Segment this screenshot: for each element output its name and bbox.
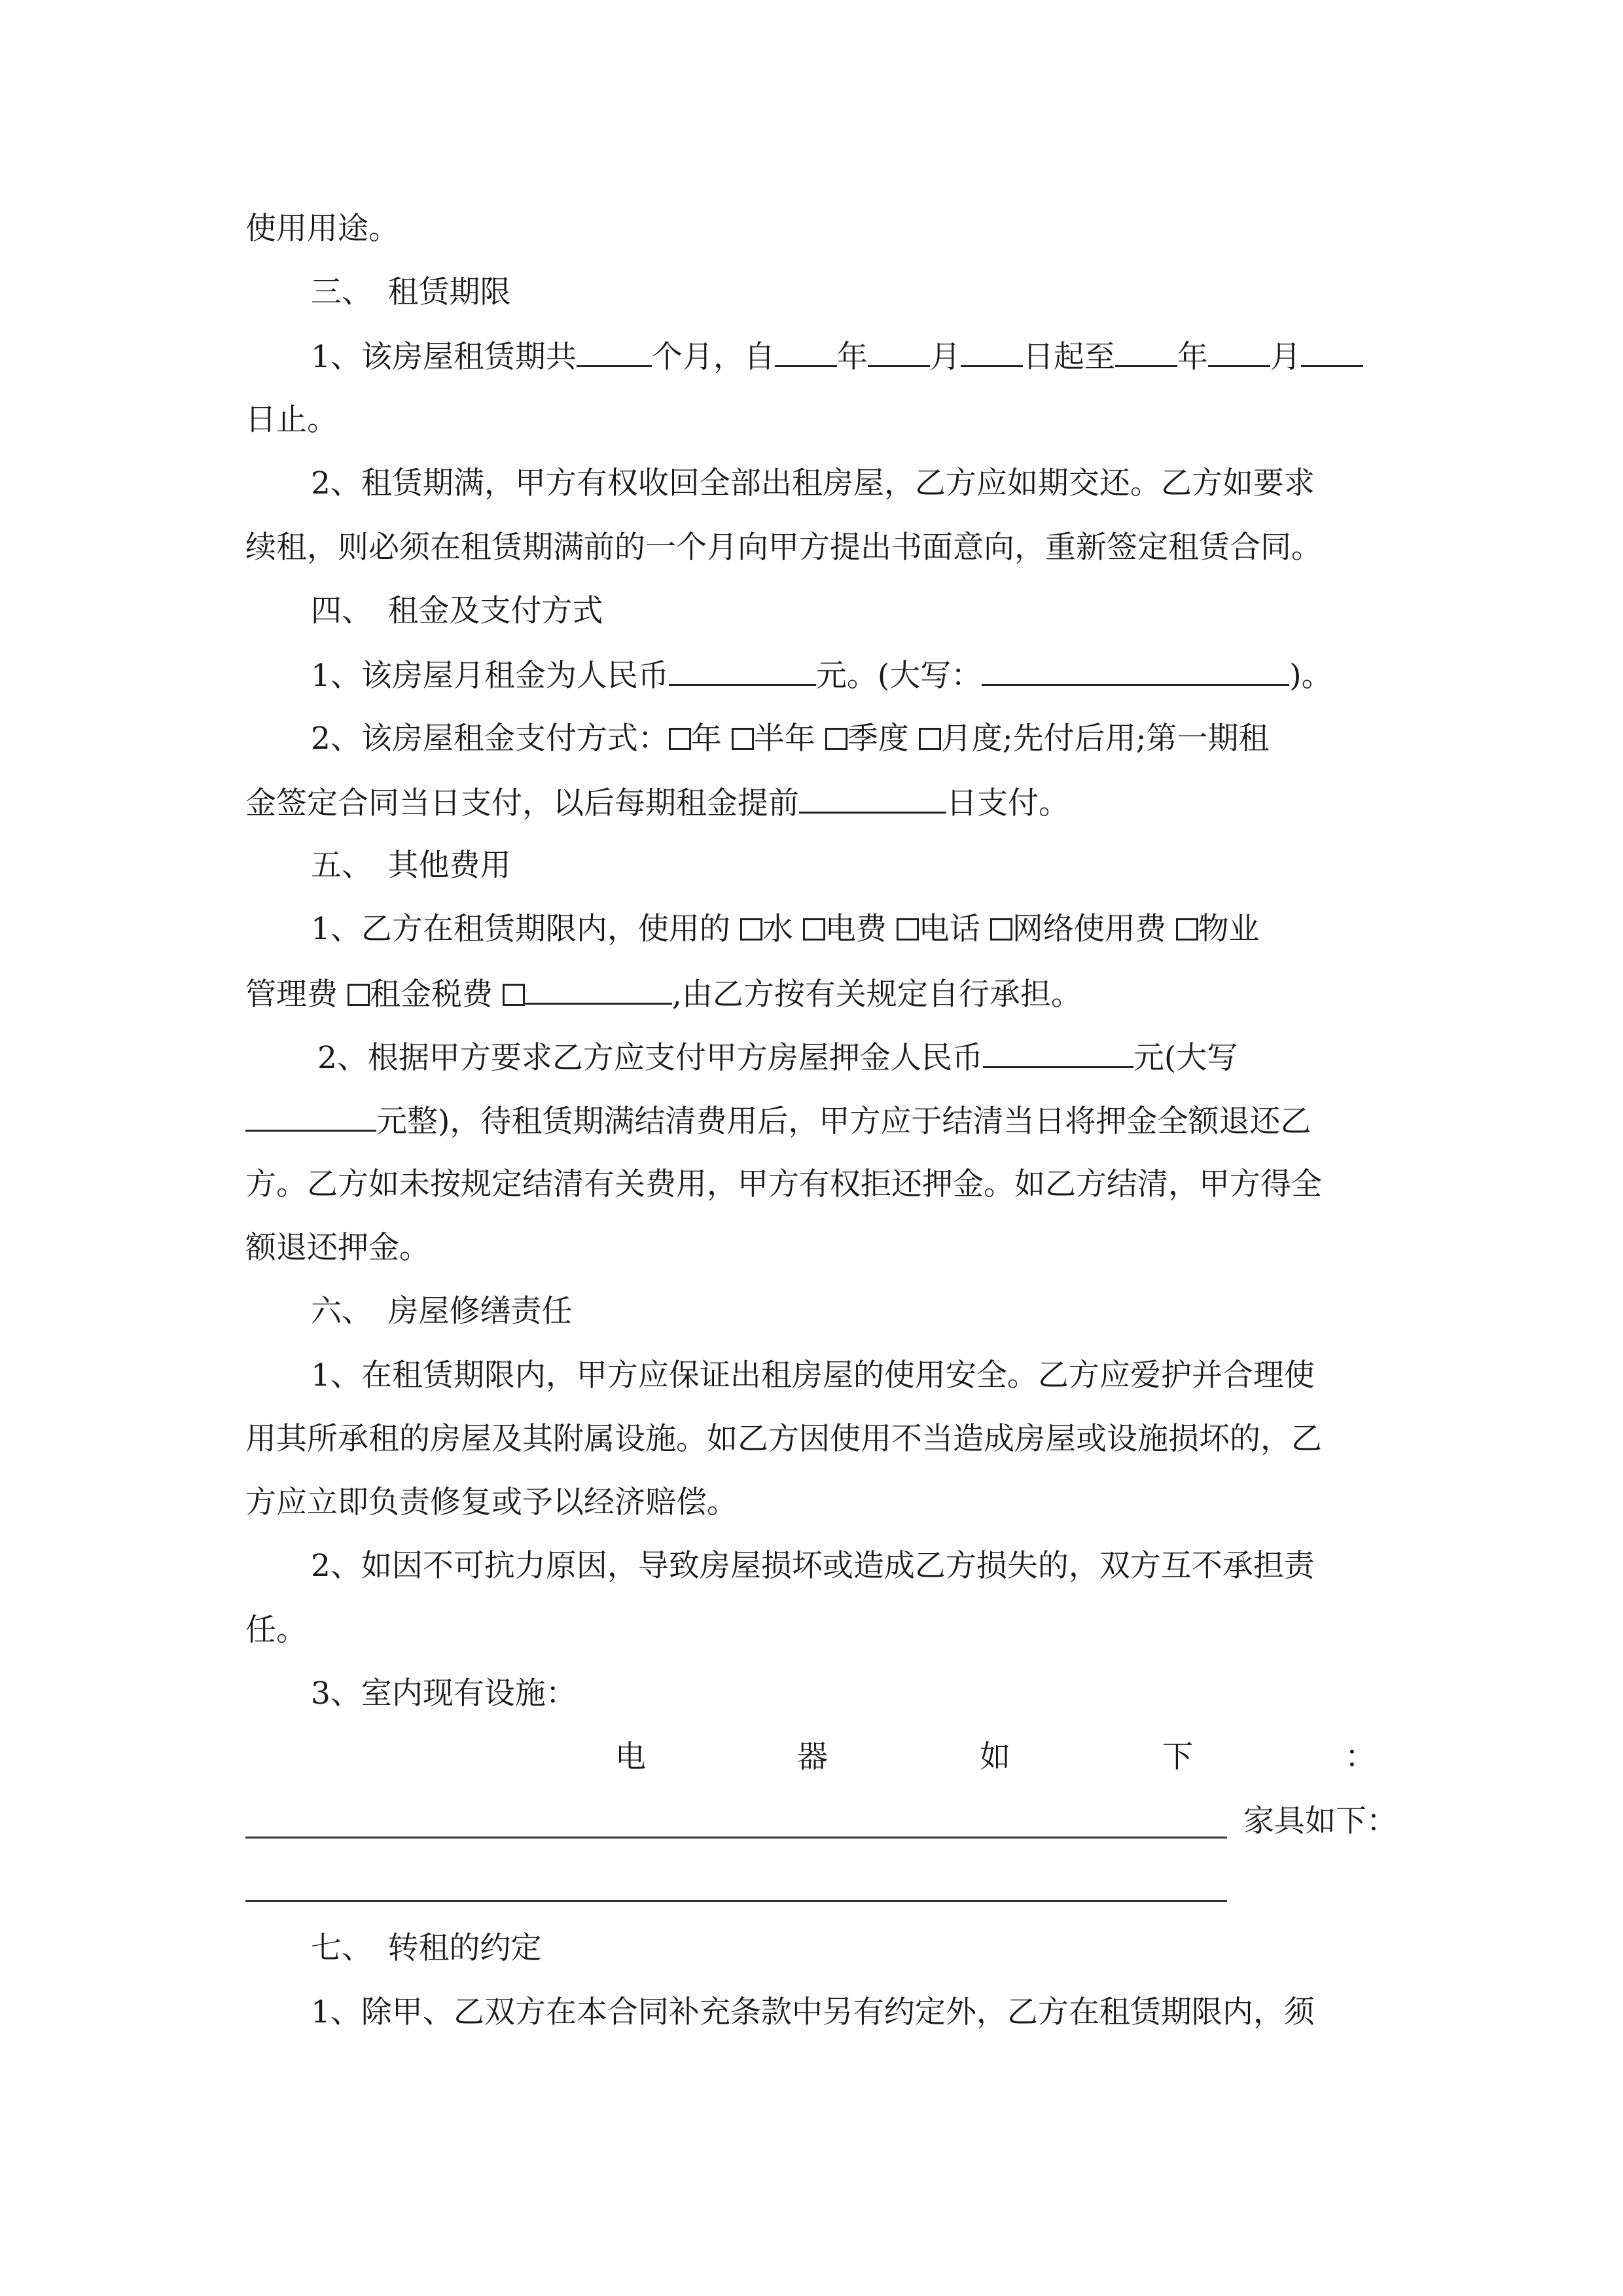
section-heading: 七、 转租的约定: [311, 1930, 542, 1966]
paragraph-line: 额退还押金。: [245, 1230, 430, 1266]
section-heading: 六、 房屋修缮责任: [311, 1293, 573, 1329]
paragraph-line: 续租，则必须在租赁期满前的一个月向甲方提出书面意向，重新签定租赁合同。: [245, 529, 1322, 565]
spaced-text: 下: [1162, 1739, 1193, 1775]
checkbox[interactable]: [740, 918, 762, 941]
blank-field[interactable]: [1208, 335, 1270, 367]
checkbox[interactable]: [669, 728, 691, 750]
spaced-text: 器: [797, 1739, 828, 1775]
checkbox[interactable]: [803, 918, 825, 941]
paragraph-line: 金签定合同当日支付，以后每期租金提前 日支付。: [245, 781, 1069, 825]
blank-field[interactable]: [868, 335, 930, 367]
checkbox[interactable]: [1176, 918, 1198, 941]
paragraph-line: 日止。: [245, 402, 338, 438]
checkbox[interactable]: [825, 728, 847, 750]
paragraph-line: 使用用途。: [245, 211, 399, 247]
blank-field[interactable]: [799, 781, 946, 814]
blank-rule[interactable]: [245, 1900, 1227, 1902]
paragraph-line: 用其所承租的房屋及其附属设施。如乙方因使用不当造成房屋或设施损坏的，乙: [245, 1421, 1322, 1457]
paragraph-line: 2、租赁期满，甲方有权收回全部出租房屋，乙方应如期交还。乙方如要求: [311, 465, 1315, 501]
checkbox[interactable]: [919, 728, 941, 750]
paragraph-line: 2、如因不可抗力原因，导致房屋损坏或造成乙方损失的，双方互不承担责: [311, 1548, 1315, 1584]
checkbox[interactable]: [990, 918, 1012, 941]
blank-field[interactable]: [775, 335, 837, 367]
paragraph-line: 3、室内现有设施：: [311, 1676, 577, 1712]
checkbox[interactable]: [732, 728, 754, 750]
blank-field[interactable]: [245, 1100, 376, 1132]
blank-field[interactable]: [961, 335, 1023, 367]
blank-rule[interactable]: [245, 1837, 1227, 1839]
blank-field[interactable]: [982, 654, 1289, 686]
paragraph-line: 1、乙方在租赁期限内，使用的 水 电费 电话 网络使用费 物业: [311, 911, 1260, 947]
paragraph-line: 2、根据甲方要求乙方应支付甲方房屋押金人民币 元(大写: [317, 1036, 1238, 1079]
section-heading: 三、 租赁期限: [311, 274, 511, 310]
paragraph-line: 方。乙方如未按规定结清有关费用，甲方有权拒还押金。如乙方结清，甲方得全: [245, 1166, 1322, 1202]
spaced-text: 如: [980, 1739, 1010, 1775]
paragraph-line: 1、除甲、乙双方在本合同补充条款中另有约定外，乙方在租赁期限内，须: [311, 1994, 1315, 2030]
paragraph-line: 方应立即负责修复或予以经济赔偿。: [245, 1484, 738, 1520]
section-heading: 五、 其他费用: [311, 848, 511, 884]
blank-field[interactable]: [983, 1036, 1133, 1068]
spaced-text: 电: [615, 1739, 646, 1775]
paragraph-line: 1、该房屋租赁期共 个月，自 年 月 日起至 年 月: [311, 335, 1363, 378]
checkbox[interactable]: [897, 918, 919, 941]
paragraph-line: 家具如下：: [1243, 1803, 1397, 1839]
blank-field[interactable]: [577, 335, 652, 367]
paragraph-line: 2、该房屋租金支付方式： 年 半年 季度 月度;先付后用;第一期租: [311, 721, 1270, 757]
spaced-text: ：: [1345, 1739, 1376, 1775]
blank-field[interactable]: [1301, 335, 1363, 367]
paragraph-line: 任。: [245, 1612, 307, 1648]
blank-field[interactable]: [525, 973, 672, 1005]
paragraph-line: 元整)，待租赁期满结清费用后，甲方应于结清当日将押金全额退还乙: [245, 1100, 1311, 1143]
paragraph-line: 管理费 租金税费 ,由乙方按有关规定自行承担。: [245, 973, 1082, 1016]
paragraph-line: 1、在租赁期限内，甲方应保证出租房屋的使用安全。乙方应爱护并合理使: [311, 1357, 1315, 1393]
blank-field[interactable]: [669, 654, 816, 686]
blank-field[interactable]: [1115, 335, 1177, 367]
checkbox[interactable]: [348, 984, 370, 1006]
paragraph-line: 1、该房屋月租金为人民币 元。(大写： )。: [311, 654, 1332, 697]
checkbox[interactable]: [503, 984, 525, 1006]
section-heading: 四、 租金及支付方式: [311, 593, 603, 629]
